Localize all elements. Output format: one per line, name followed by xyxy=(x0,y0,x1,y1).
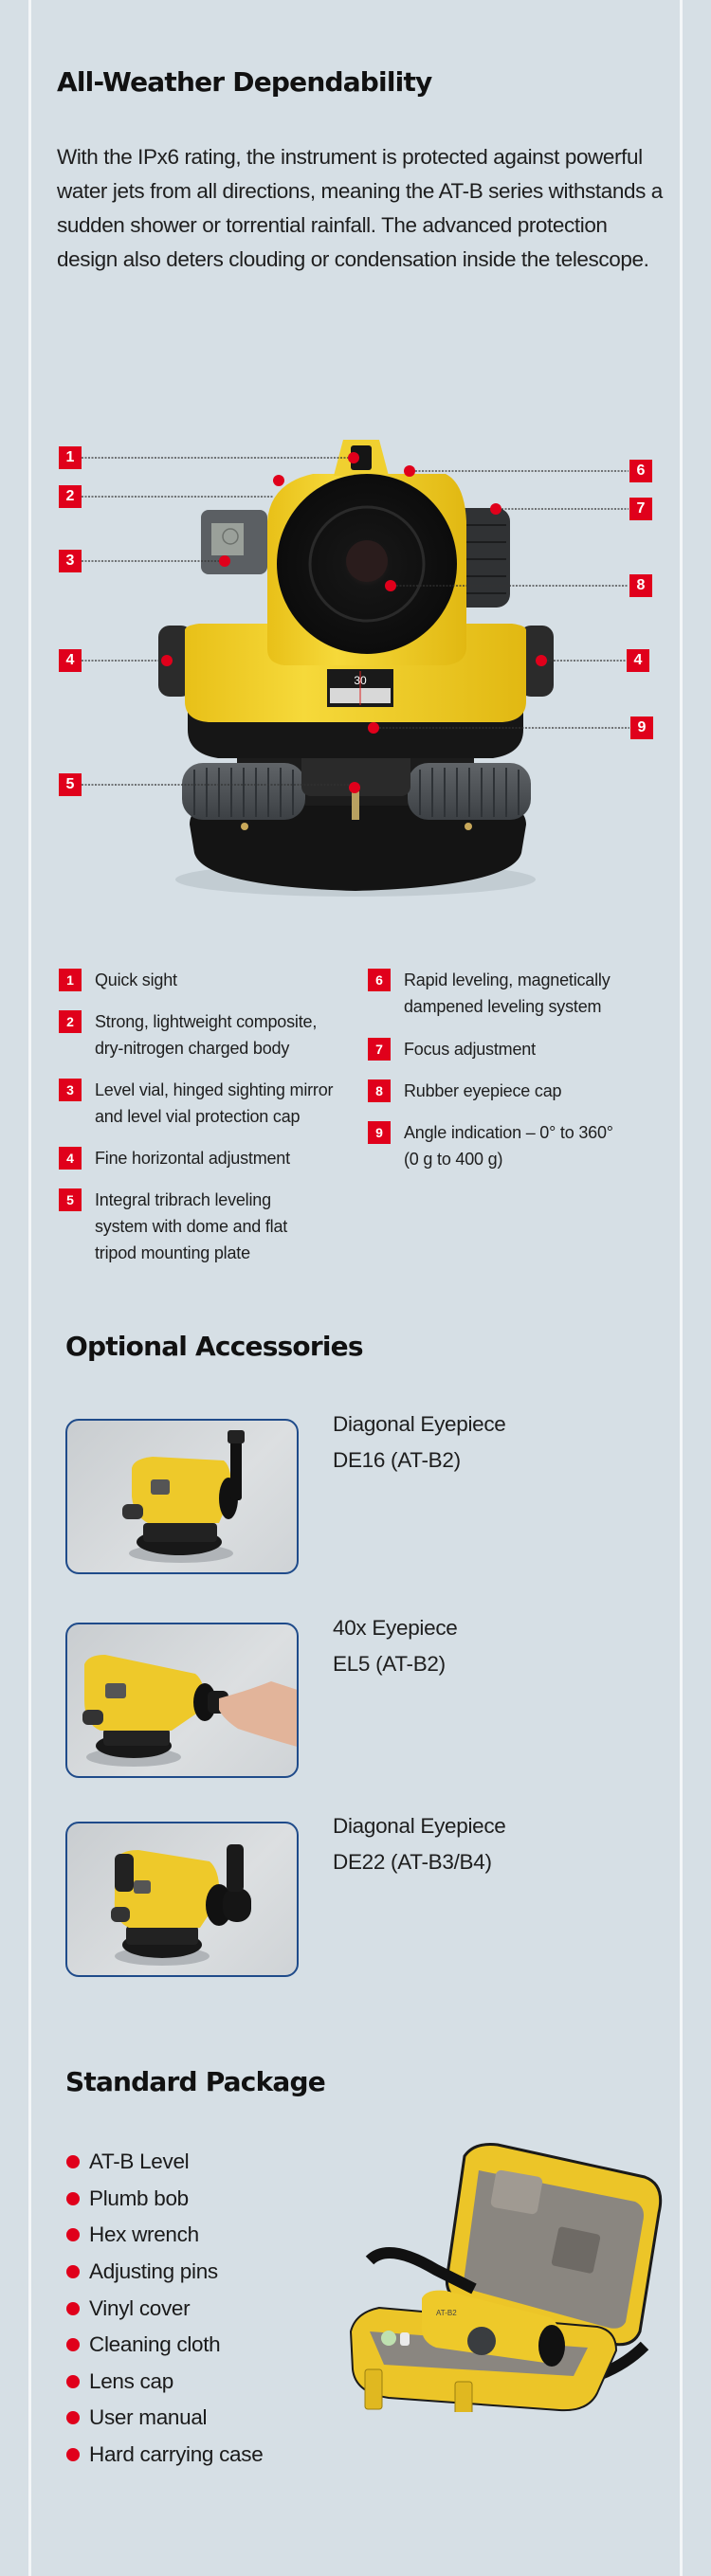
accessory-el5-line1: 40x Eyepiece xyxy=(333,1616,458,1640)
bullet-icon xyxy=(66,2411,80,2424)
accessory-de16-line2: DE16 (AT-B2) xyxy=(333,1448,461,1472)
bullet-icon xyxy=(66,2228,80,2241)
package-item: Hard carrying case xyxy=(66,2437,263,2474)
bullet-icon xyxy=(66,2265,80,2278)
package-item: Adjusting pins xyxy=(66,2254,263,2291)
leveling-screw-left xyxy=(182,763,305,820)
accessory-de22-name xyxy=(333,1808,506,1880)
accessory-image-de22 xyxy=(65,1822,299,1977)
bullet-icon xyxy=(66,2192,80,2205)
svg-text:AT-B2: AT-B2 xyxy=(436,2309,457,2317)
legend-badge: 2 xyxy=(59,1010,82,1033)
legend-badge: 6 xyxy=(368,969,391,991)
legend-text: Strong, lightweight composite, dry-nitrogen charged body xyxy=(95,1012,318,1058)
callout-badge-7: 7 xyxy=(629,498,652,520)
legend-text: Quick sight xyxy=(95,971,177,989)
frame-border-right xyxy=(680,0,683,2576)
package-item: AT-B Level xyxy=(66,2144,263,2181)
level-with-diagonal-eyepiece-icon xyxy=(67,1421,299,1574)
legend-badge: 3 xyxy=(59,1079,82,1101)
package-item: Hex wrench xyxy=(66,2217,263,2254)
legend-item-1 xyxy=(59,967,343,993)
accessory-image-el5 xyxy=(65,1623,299,1778)
legend-item-8 xyxy=(368,1078,633,1104)
accessory-el5-line2: EL5 (AT-B2) xyxy=(333,1652,446,1676)
legend-badge: 7 xyxy=(368,1038,391,1061)
svg-text:30: 30 xyxy=(354,674,367,687)
leveling-screw-right xyxy=(408,763,531,820)
legend-badge: 9 xyxy=(368,1121,391,1144)
legend-item-9 xyxy=(368,1119,624,1172)
legend-item-2 xyxy=(59,1008,343,1061)
callout-badge-9: 9 xyxy=(630,717,653,739)
level-with-40x-eyepiece-icon xyxy=(67,1624,299,1778)
accessory-de22-line2: DE22 (AT-B3/B4) xyxy=(333,1850,492,1874)
weather-title: All-Weather Dependability xyxy=(57,66,432,98)
legend-item-7 xyxy=(368,1036,633,1062)
legend-text: Angle indication – 0° to 360° (0 g to 400 g) xyxy=(404,1123,613,1169)
legend-item-3 xyxy=(59,1077,353,1130)
legend-text: Fine horizontal adjustment xyxy=(95,1149,290,1168)
callout-badge-2: 2 xyxy=(59,485,82,508)
frame-border-left xyxy=(28,0,31,2576)
legend-item-6 xyxy=(368,967,633,1020)
package-item: Lens cap xyxy=(66,2364,263,2401)
accessory-image-de16 xyxy=(65,1419,299,1574)
callout-badge-4-right: 4 xyxy=(627,649,649,672)
accessory-de22-line1: Diagonal Eyepiece xyxy=(333,1814,506,1838)
legend-item-5 xyxy=(59,1187,315,1266)
bullet-icon xyxy=(66,2448,80,2461)
package-item: Vinyl cover xyxy=(66,2290,263,2327)
legend-badge: 1 xyxy=(59,969,82,991)
callout-badge-6: 6 xyxy=(629,460,652,482)
package-item: Plumb bob xyxy=(66,2181,263,2218)
bullet-icon xyxy=(66,2155,80,2168)
carrying-case-image xyxy=(332,2128,664,2412)
package-list xyxy=(66,2144,263,2473)
package-item: User manual xyxy=(66,2400,263,2437)
bullet-icon xyxy=(66,2375,80,2388)
instrument-diagram xyxy=(0,417,711,910)
bullet-icon xyxy=(66,2338,80,2351)
accessory-el5-name xyxy=(333,1610,458,1682)
legend-text: Integral tribrach leveling system with dome and flat tripod mounting plate xyxy=(95,1190,288,1262)
legend-badge: 4 xyxy=(59,1147,82,1170)
legend-text: Level vial, hinged sighting mirror and level vial protection cap xyxy=(95,1080,334,1126)
legend-item-4 xyxy=(59,1145,343,1171)
legend-text: Rubber eyepiece cap xyxy=(404,1081,562,1100)
bullet-icon xyxy=(66,2302,80,2315)
callout-badge-3: 3 xyxy=(59,550,82,572)
legend-text: Rapid leveling, magnetically dampened leveling system xyxy=(404,971,611,1016)
package-item: Cleaning cloth xyxy=(66,2327,263,2364)
legend-badge: 5 xyxy=(59,1188,82,1211)
callout-badge-1: 1 xyxy=(59,446,82,469)
package-title: Standard Package xyxy=(65,2066,325,2097)
legend-badge: 8 xyxy=(368,1079,391,1102)
callout-badge-4-left: 4 xyxy=(59,649,82,672)
instrument-illustration xyxy=(0,417,711,910)
legend-text: Focus adjustment xyxy=(404,1040,536,1059)
accessory-de16-name xyxy=(333,1406,506,1478)
accessories-title: Optional Accessories xyxy=(65,1331,363,1362)
accessory-de16-line1: Diagonal Eyepiece xyxy=(333,1412,506,1436)
callout-badge-5: 5 xyxy=(59,773,82,796)
weather-description: With the IPx6 rating, the instrument is protected against powerful water jets from all directions, meaning the AT-B series withstands a sudden shower or torrential rainfall. The advanced protection design also deters clouding or condensation inside the telescope. xyxy=(57,145,663,271)
level-with-diagonal-eyepiece-de22-icon xyxy=(67,1823,299,1977)
callout-badge-8: 8 xyxy=(629,574,652,597)
